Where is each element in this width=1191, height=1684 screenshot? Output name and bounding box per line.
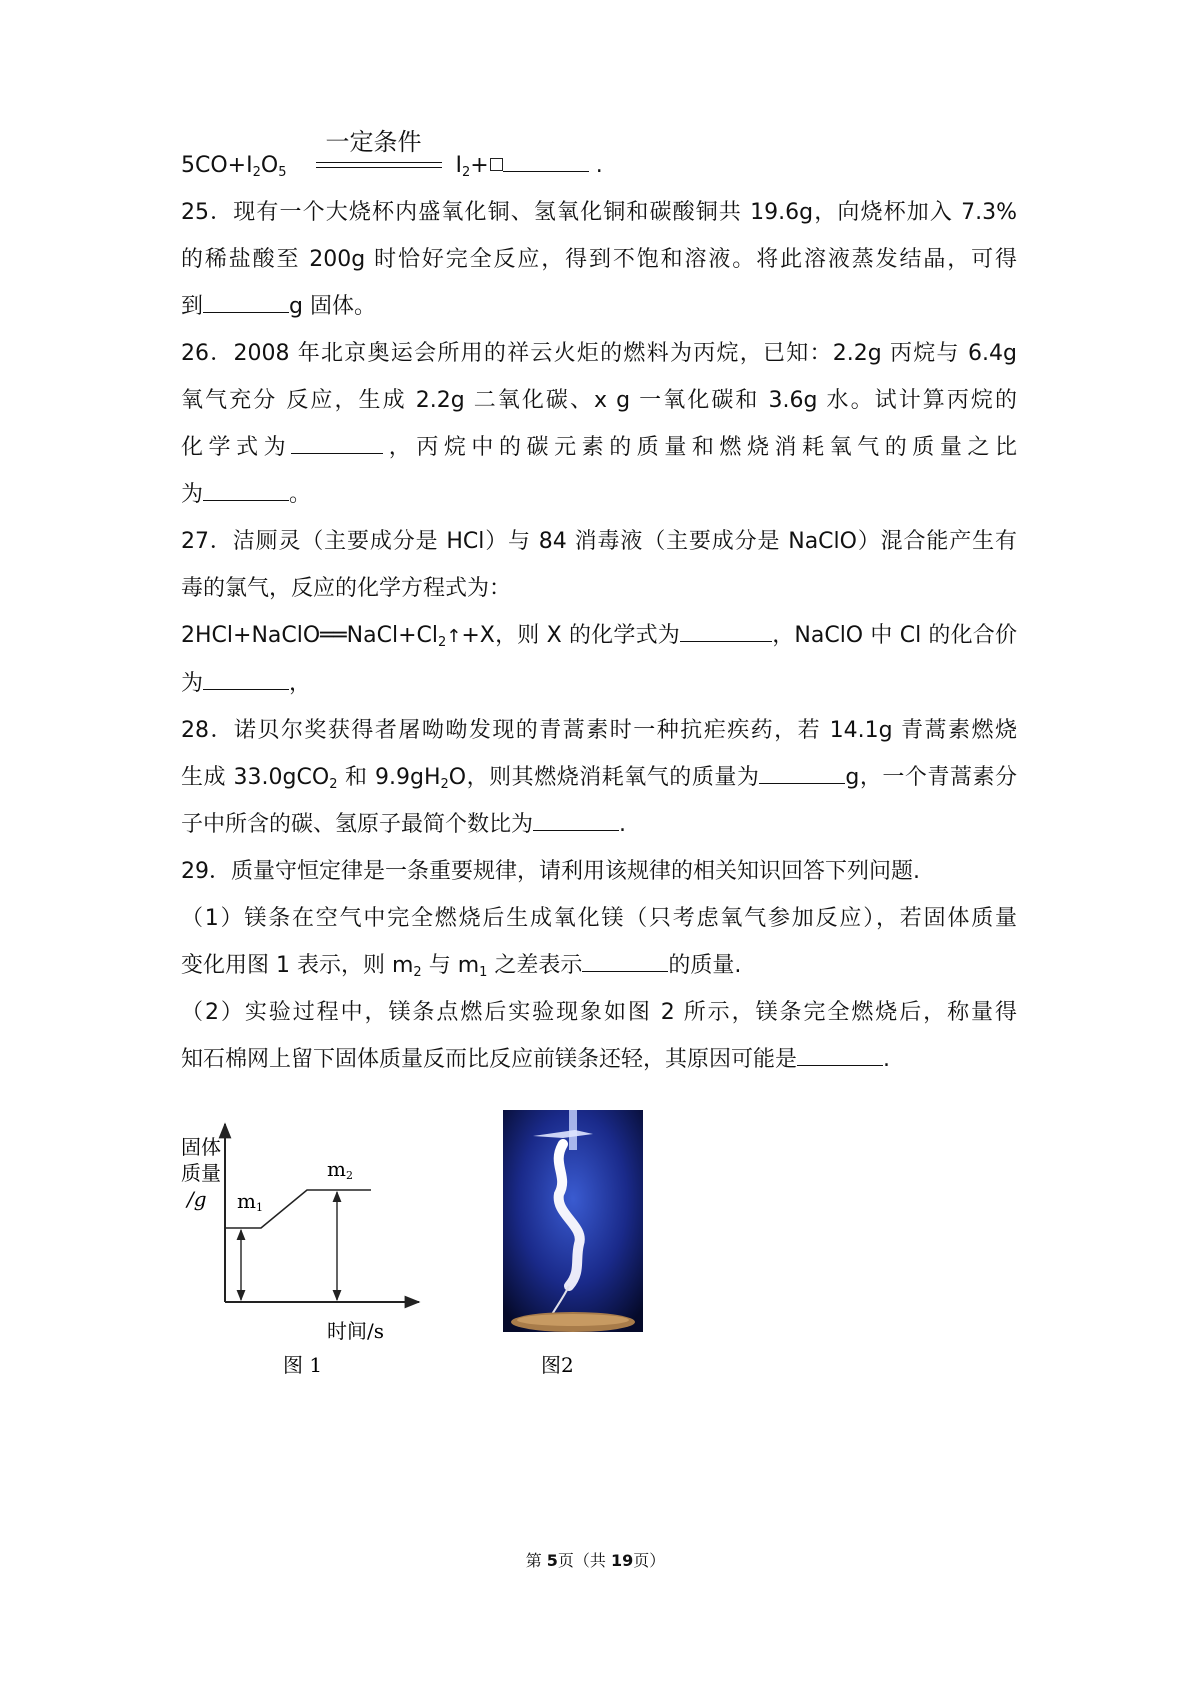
text: 到 [181,294,204,319]
text: 知石棉网上留下固体质量反而比反应前镁条还轻，其原因可能是 [181,1047,798,1072]
text: 。 [289,482,312,507]
text: 化学式为 [181,435,292,460]
text: 2HCl+NaClO══NaCl+Cl [181,623,438,648]
text: 页（共 [557,1551,612,1570]
figure-1-graph [181,1110,461,1390]
answer-blank[interactable] [533,802,619,831]
m1-label: m1 [237,1189,263,1214]
plus-sign: + [470,153,489,178]
figure-2-caption: 图2 [541,1353,574,1377]
answer-blank[interactable] [203,284,289,313]
answer-blank[interactable] [503,143,589,172]
equation-line [181,128,1017,189]
equation-right: I [455,153,462,178]
answer-blank[interactable] [291,425,383,454]
empty-box-icon [490,158,503,171]
q27-equation-line [181,612,1017,660]
text: 第 [525,1551,547,1570]
q28-line1: 28．诺贝尔奖获得者屠呦呦发现的青蒿素时一种抗疟疾药，若 14.1g 青蒿素燃烧 [181,718,1017,743]
text: ，丙烷中的碳元素的质量和燃烧消耗氧气的质量之比 [383,435,1017,460]
text: 为 [181,671,204,696]
subscript: 2 [413,965,422,980]
text: ，NaClO 中 Cl 的化合价 [771,623,1017,648]
q29-line2: （1）镁条在空气中完全燃烧后生成氧化镁（只考虑氧气参加反应），若固体质量 [181,906,1017,931]
q26-line3 [181,424,1017,471]
y-axis-label-1: 固体 [181,1135,221,1159]
q27-line2: 毒的氯气，反应的化学方程式为： [181,576,512,601]
q26-line4 [181,471,1017,518]
answer-blank[interactable] [680,613,772,642]
subscript: 2 [440,777,449,792]
figure-2-photo [503,1110,643,1390]
q29-line1: 29．质量守恒定律是一条重要规律，请利用该规律的相关知识回答下列问题. [181,859,920,884]
equal-bar-bottom [316,167,442,168]
text: 为 [181,482,204,507]
q28-line2 [181,754,1017,801]
answer-blank[interactable] [203,661,289,690]
tongs [569,1110,577,1150]
answer-blank[interactable] [582,943,668,972]
text: . [883,1047,891,1072]
equal-bar-top [316,162,442,163]
subscript: 2 [438,635,447,650]
y-axis-label-2: 质量 [181,1161,221,1185]
total-pages: 19 [611,1551,634,1570]
subscript: 1 [479,965,488,980]
text: 页） [633,1551,666,1570]
page-footer [0,1548,1191,1571]
subscript: 2 [329,777,338,792]
subscript: 2 [252,165,261,180]
q25-line3 [181,283,1017,330]
answer-blank[interactable] [203,472,289,501]
figures [181,1110,1017,1390]
m2-label: m2 [327,1157,353,1182]
text: 的质量. [668,953,742,978]
reaction-condition-arrow [316,128,442,181]
q25-line1: 25．现有一个大烧杯内盛氧化铜、氢氧化铜和碳酸铜共 19.6g，向烧杯加入 7.3% [181,200,1017,225]
answer-blank[interactable] [759,755,845,784]
exam-content [181,128,1017,1083]
asbestos-mesh-top [517,1314,629,1326]
text: 和 9.9gH [337,765,441,790]
q27-line1: 27．洁厕灵（主要成分是 HCl）与 84 消毒液（主要成分是 NaClO）混合能产生有 [181,529,1017,554]
y-axis-label-3: /g [187,1187,207,1211]
text: O，则其燃烧消耗氧气的质量为 [448,765,760,790]
text: 子中所含的碳、氢原子最简个数比为 [181,812,534,837]
q25-line2: 的稀盐酸至 200g 时恰好完全反应，得到不饱和溶液。将此溶液蒸发结晶，可得 [181,247,1017,272]
text: 生成 33.0gCO [181,765,330,790]
text: ， [289,671,312,696]
q29-line4: （2）实验过程中，镁条点燃后实验现象如图 2 所示，镁条完全燃烧后，称量得 [181,1000,1017,1025]
q28-line3 [181,801,1017,848]
x-axis-label: 时间/s [327,1319,385,1343]
text: 之差表示 [487,953,583,978]
text: . [619,812,627,837]
period: . [595,153,603,178]
reaction-condition: 一定条件 [325,128,422,156]
q29-line3 [181,942,1017,989]
q27-line4 [181,660,1017,707]
text: g 固体。 [289,294,376,319]
subscript: 2 [462,165,471,180]
figure-1-caption: 图 1 [283,1353,323,1377]
text: 变化用图 1 表示，则 m [181,953,414,978]
text: g，一个青蒿素分 [845,765,1017,790]
q26-line1: 26．2008 年北京奥运会所用的祥云火炬的燃料为丙烷，已知：2.2g 丙烷与 6.4g [181,341,1017,366]
equation-left: 5CO+I [181,153,253,178]
q29-line5 [181,1036,1017,1083]
gas-arrow-icon: ↑ [446,626,462,647]
q26-line2: 氧气充分 反应，生成 2.2g 二氧化碳、x g 一氧化碳和 3.6g 水。试计算丙烷的 [181,388,1017,413]
page-number: 5 [546,1551,558,1570]
text: 与 m [421,953,480,978]
answer-blank[interactable] [797,1037,883,1066]
equation-left-mid: O [260,153,279,178]
subscript: 5 [278,165,287,180]
text: +X，则 X 的化学式为 [461,623,680,648]
